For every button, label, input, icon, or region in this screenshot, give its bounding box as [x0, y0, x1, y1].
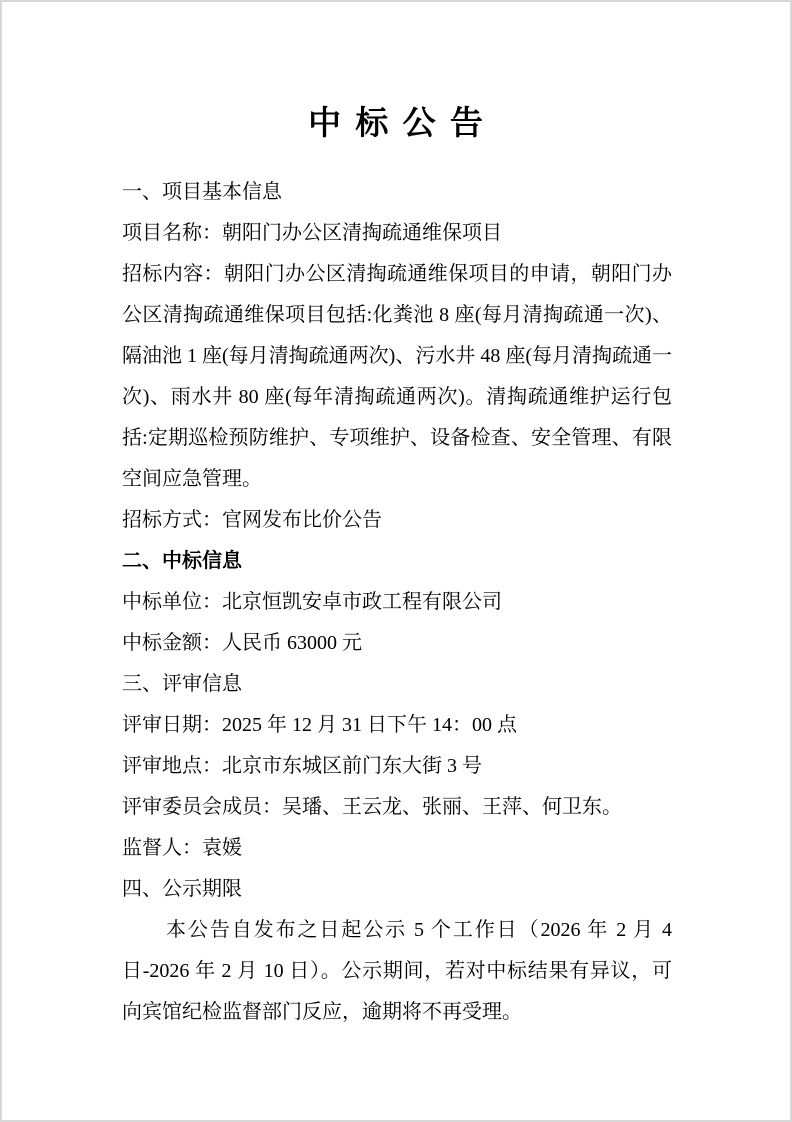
section-4-heading: 四、公示期限: [122, 878, 242, 900]
document-content: [2, 2, 790, 1033]
supervisor-line: 监督人：袁媛: [122, 837, 242, 859]
page-title: 中 标 公 告: [308, 106, 486, 142]
section-2-heading: 二、中标信息: [122, 550, 242, 572]
section-1-heading: 一、项目基本信息: [122, 181, 282, 203]
review-location-line: 评审地点：北京市东城区前门东大街 3 号: [122, 755, 482, 777]
section-3-heading: 三、评审信息: [122, 673, 242, 695]
amount-line: 中标金额：人民币 63000 元: [122, 632, 362, 654]
winner-line: 中标单位：北京恒凯安卓市政工程有限公司: [122, 591, 502, 613]
publicity-period-paragraph: 本公告自发布之日起公示 5 个工作日（2026 年 2 月 4 日-2026 年 2 月 10 日）。公示期间，若对中标结果有异议，可向宾馆纪检监督部门反应，逾期将不再受理。: [122, 919, 672, 1023]
project-name-line: 项目名称：朝阳门办公区清掏疏通维保项目: [122, 222, 502, 244]
review-committee-line: 评审委员会成员：吴璠、王云龙、张丽、王萍、何卫东。: [122, 796, 622, 818]
tender-content-paragraph: 招标内容：朝阳门办公区清掏疏通维保项目的申请，朝阳门办公区清掏疏通维保项目包括:化粪池 8 座(每月清掏疏通一次)、隔油池 1 座(每月清掏疏通两次)、污水井 48 座(每月清掏疏通一次)、雨水井 80 座(每年清掏疏通两次)。清掏疏通维护运行包括:定期巡检预防维护、专项维护、设备检查、安全管理、有限空间应急管理。: [122, 263, 672, 490]
tender-method-line: 招标方式：官网发布比价公告: [122, 509, 382, 531]
review-date-line: 评审日期：2025 年 12 月 31 日下午 14：00 点: [122, 714, 517, 736]
